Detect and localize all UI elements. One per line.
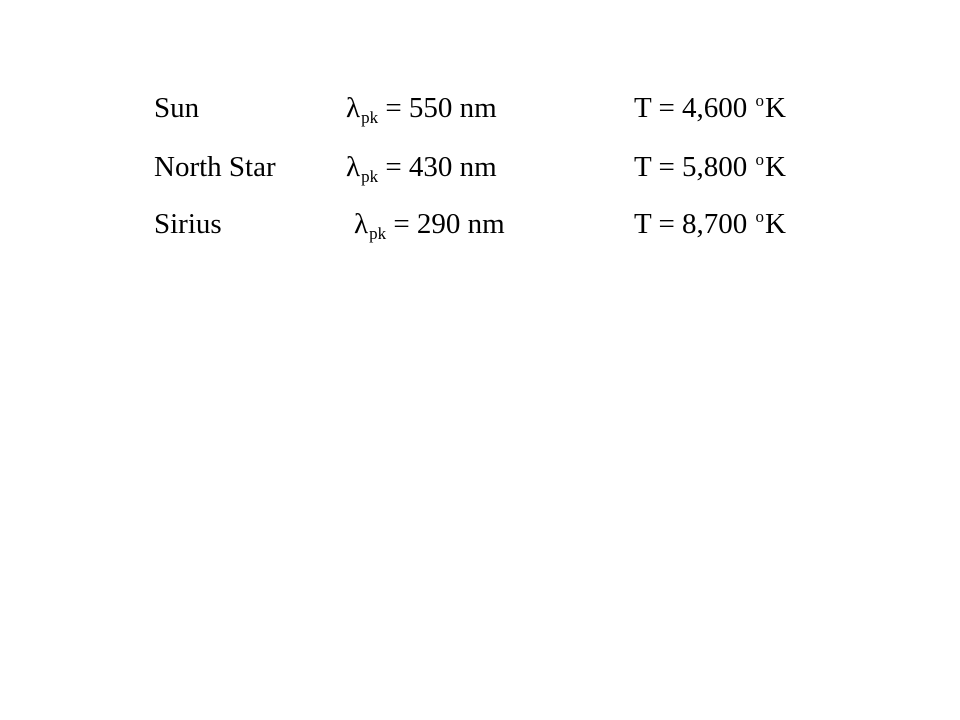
star-name: Sun [154,92,200,124]
peak-wavelength [346,147,497,191]
temperature-unit: K [765,151,786,183]
lambda-symbol: λ [346,151,361,183]
temperature-unit: K [765,208,786,240]
temperature [634,204,786,248]
temperature [634,147,786,191]
temperature-unit: K [765,92,786,124]
wavelength-value: = 290 nm [386,208,505,240]
peak-wavelength [354,204,505,248]
lambda-symbol: λ [346,92,361,124]
temperature [634,88,786,132]
degree-superscript: o [755,150,765,169]
lambda-symbol: λ [354,208,369,240]
peak-wavelength [346,88,497,132]
peak-subscript: pk [361,108,379,127]
peak-subscript: pk [369,224,387,243]
star-row-sirius [0,204,960,244]
degree-superscript: o [755,91,765,110]
star-name: North Star [154,151,276,183]
wavelength-value: = 430 nm [378,151,497,183]
star-row-north-star [0,147,960,187]
degree-superscript: o [755,207,765,226]
temperature-value: T = 8,700 [634,208,755,240]
wavelength-value: = 550 nm [378,92,497,124]
star-row-sun [0,88,960,128]
star-name: Sirius [154,208,222,240]
temperature-value: T = 4,600 [634,92,755,124]
peak-subscript: pk [361,167,379,186]
temperature-value: T = 5,800 [634,151,755,183]
